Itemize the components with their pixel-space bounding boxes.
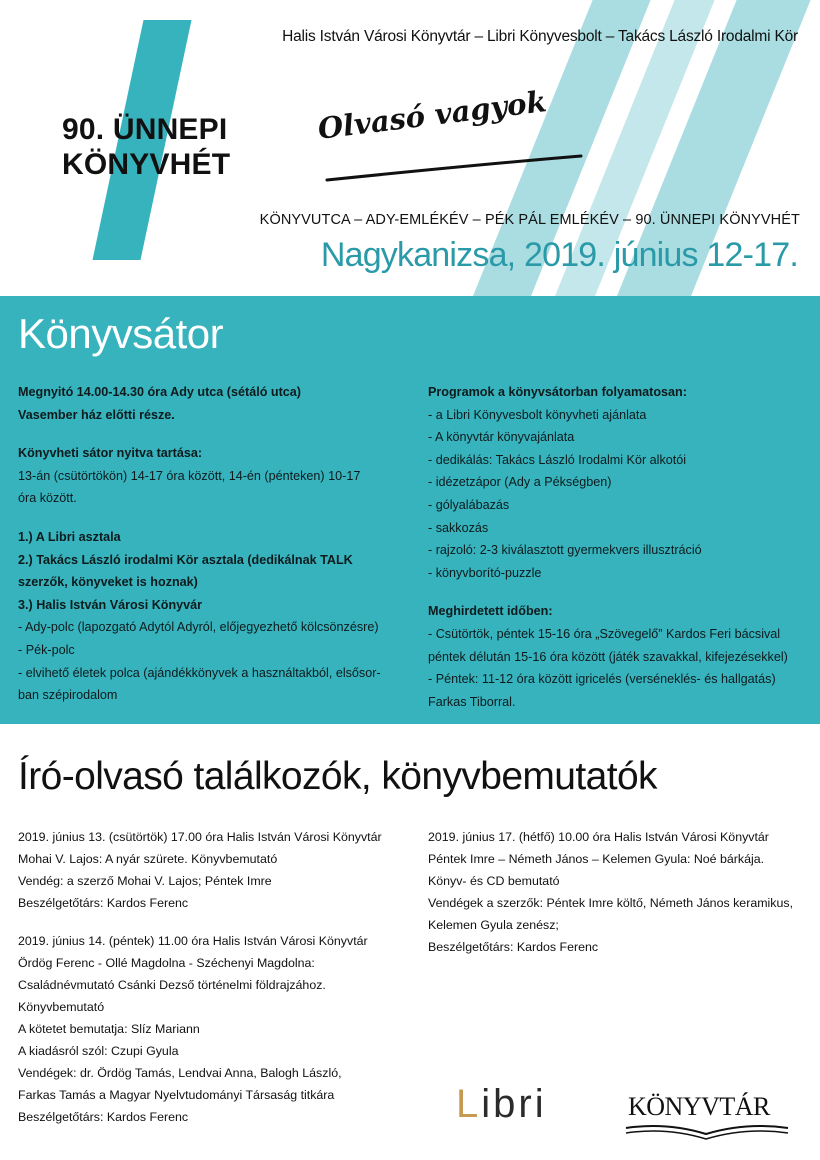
slogan: Olvasó vagyok <box>315 84 549 146</box>
libri-logo-rest: ibri <box>481 1082 547 1126</box>
event-line: Péntek Imre – Németh János – Kelemen Gyula: Noé bárkája. <box>428 852 765 866</box>
programs-title: Programok a könyvsátorban folyamatosan: <box>428 385 687 399</box>
event-line: Ördög Ferenc - Ollé Magdolna - Széchenyi Magdolna: <box>18 956 315 970</box>
table-item-2: 2.) Takács László irodalmi Kör asztala (dedikálnak TALK <box>18 552 353 567</box>
list-item: - elvihető életek polca (ajándékkönyvek a használtakból, elsősor- <box>18 665 381 680</box>
list-item: péntek délután 15-16 óra között (játék szavakkal, kifejezésekkel) <box>428 649 788 664</box>
event-line: 2019. június 13. (csütörtök) 17.00 óra Halis István Városi Könyvtár <box>18 830 382 844</box>
events-line: KÖNYVUTCA – ADY-EMLÉKÉV – PÉK PÁL EMLÉKÉV – 90. ÜNNEPI KÖNYVHÉT <box>259 212 800 228</box>
libri-logo <box>456 1082 547 1127</box>
list-item: - sakkozás <box>428 520 489 535</box>
event-line: Könyvbemutató <box>18 1000 105 1014</box>
organizers-line: Halis István Városi Könyvtár – Libri Könyvesbolt – Takács László Irodalmi Kör <box>282 28 798 45</box>
konyvsator-title: Könyvsátor <box>18 310 224 357</box>
event-line: Mohai V. Lajos: A nyár szürete. Könyvbemutató <box>18 852 278 866</box>
list-item: - Pék-polc <box>18 642 75 657</box>
event-line: Farkas Tamás a Magyar Nyelvtudományi Társaság titkára <box>18 1088 335 1102</box>
list-item: - könyvborító-puzzle <box>428 565 542 580</box>
event-line: Beszélgetőtárs: Kardos Ferenc <box>18 1110 189 1124</box>
slogan-underline <box>325 150 585 190</box>
list-item: - rajzoló: 2-3 kiválasztott gyermekvers illusztráció <box>428 543 702 558</box>
opening-line: Vasember ház előtti része. <box>18 407 175 422</box>
list-item: - A könyvtár könyvajánlata <box>428 430 575 445</box>
meetings-left-column <box>18 826 418 1128</box>
table-item-1: 1.) A Libri asztala <box>18 529 121 544</box>
event-line: A kiadásról szól: Czupi Gyula <box>18 1044 179 1058</box>
list-item: - a Libri Könyvesbolt könyvheti ajánlata <box>428 407 647 422</box>
open-book-icon <box>622 1122 792 1142</box>
list-item: - idézetzápor (Ady a Pékségben) <box>428 475 612 490</box>
konyvsator-right-column <box>428 381 808 713</box>
konyvtar-logo <box>628 1092 792 1142</box>
event-line: 2019. június 17. (hétfő) 10.00 óra Halis István Városi Könyvtár <box>428 830 769 844</box>
konyvhet-logo <box>62 112 230 182</box>
list-item: - Csütörtök, péntek 15-16 óra „Szövegelő” Kardos Feri bácsival <box>428 626 781 641</box>
event-line: 2019. június 14. (péntek) 11.00 óra Halis István Városi Könyvtár <box>18 934 368 948</box>
table-item-2: szerzők, könyveket is hoznak) <box>18 575 198 590</box>
meetings-right-column <box>428 826 818 958</box>
list-item: - Péntek: 11-12 óra között igricelés (verséneklés- és hallgatás) <box>428 672 776 687</box>
hours-line: óra között. <box>18 491 77 506</box>
logo-line-1: 90. ÜNNEPI <box>62 113 228 146</box>
list-item: - Ady-polc (lapozgató Adytól Adyról, előjegyezhető kölcsönzésre) <box>18 620 379 635</box>
event-line: Családnévmutató Csánki Dezső történelmi földrajzához. <box>18 978 326 992</box>
opening-line: Megnyitó 14.00-14.30 óra Ady utca (sétáló utca) <box>18 385 301 399</box>
list-item: ban szépirodalom <box>18 688 118 703</box>
place-date: Nagykanizsa, 2019. június 12-17. <box>320 236 798 274</box>
event-line: Kelemen Gyula zenész; <box>428 918 559 932</box>
hours-title: Könyvheti sátor nyitva tartása: <box>18 446 203 461</box>
konyvsator-left-column <box>18 381 398 707</box>
event-line: Beszélgetőtárs: Kardos Ferenc <box>18 896 189 910</box>
event-line: Vendég: a szerző Mohai V. Lajos; Péntek Imre <box>18 874 272 888</box>
event-line: Könyv- és CD bemutató <box>428 874 560 888</box>
libri-logo-initial: L <box>456 1082 482 1126</box>
event-line: Beszélgetőtárs: Kardos Ferenc <box>428 940 599 954</box>
konyvtar-logo-text: KÖNYVTÁR <box>628 1092 770 1121</box>
event-line: A kötetet bemutatja: Slíz Mariann <box>18 1022 200 1036</box>
list-item: - dedikálás: Takács László Irodalmi Kör alkotói <box>428 452 687 467</box>
meetings-title: Író-olvasó találkozók, könyvbemutatók <box>18 755 657 798</box>
hours-line: 13-án (csütörtökön) 14-17 óra között, 14-én (pénteken) 10-17 <box>18 468 361 483</box>
list-item: - gólyalábazás <box>428 497 510 512</box>
timed-title: Meghirdetett időben: <box>428 604 553 619</box>
event-line: Vendégek a szerzők: Péntek Imre költő, Németh János keramikus, <box>428 896 794 910</box>
list-item: Farkas Tiborral. <box>428 694 516 709</box>
table-item-3: 3.) Halis István Városi Könyvár <box>18 597 203 612</box>
event-line: Vendégek: dr. Ördög Tamás, Lendvai Anna, Balogh László, <box>18 1066 342 1080</box>
logo-line-2: KÖNYVHÉT <box>62 148 231 181</box>
